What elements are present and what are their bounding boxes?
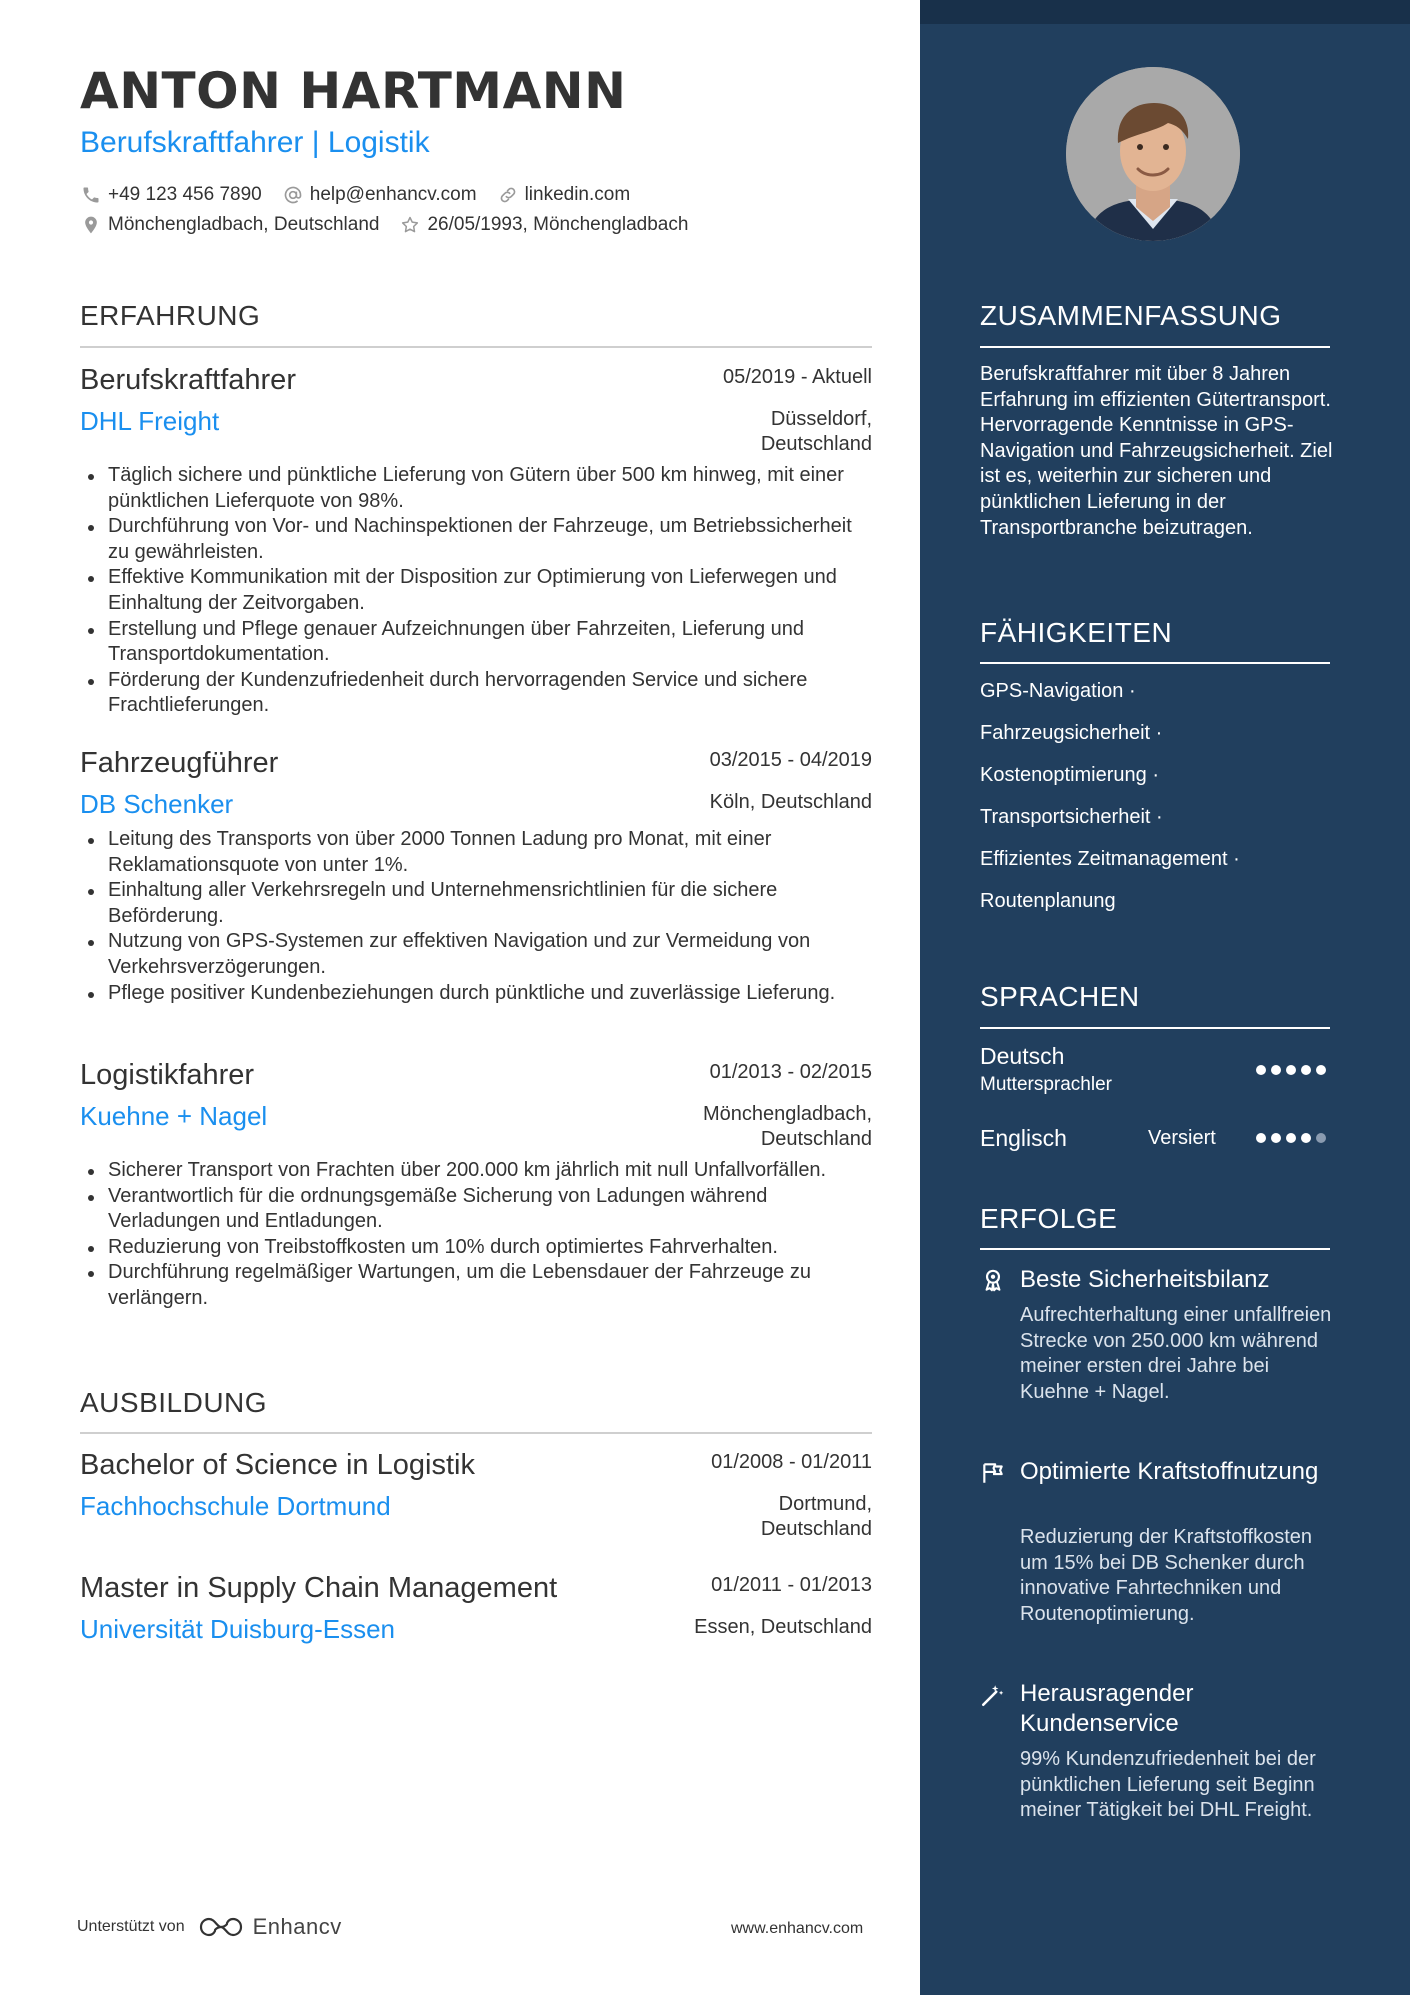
job-location-line: Deutschland xyxy=(760,1128,872,1150)
language-level: Versiert xyxy=(1148,1127,1216,1149)
skill-item: Fahrzeugsicherheit · xyxy=(980,722,1163,744)
skill-item: Transportsicherheit · xyxy=(980,806,1163,828)
job-company: DHL Freight xyxy=(80,406,220,436)
email-address: help@enhancv.com xyxy=(309,184,477,205)
achievement-title: Beste Sicherheitsbilanz xyxy=(1020,1266,1270,1293)
skills-section-title: FÄHIGKEITEN xyxy=(980,617,1173,648)
bullet-item: Reduzierung von Treibstoffkosten um 10% durch optimiertes Fahrverhalten. xyxy=(80,1235,872,1261)
achievement-title: Optimierte Kraftstoffnutzung xyxy=(1020,1458,1319,1485)
award-ribbon-icon xyxy=(980,1267,1006,1293)
section-divider xyxy=(980,662,1330,664)
section-divider xyxy=(980,1248,1330,1250)
achievement-description: 99% Kundenzufriedenheit bei der pünktlichen Lieferung seit Beginn meiner Tätigkeit bei DHL Freight. xyxy=(1020,1748,1316,1822)
job-title: Berufskraftfahrer xyxy=(80,364,296,396)
sidebar-top-band xyxy=(920,0,1410,24)
bullet-item: Sicherer Transport von Frachten über 200.000 km jährlich mit null Unfallvorfällen. xyxy=(80,1158,872,1184)
rating-dot xyxy=(1286,1065,1296,1075)
school-name: Universität Duisburg-Essen xyxy=(80,1614,396,1644)
location-pin-icon xyxy=(80,214,102,236)
enhancv-logo-icon xyxy=(197,1914,245,1940)
job-bullets xyxy=(80,463,872,719)
section-divider xyxy=(980,1027,1330,1029)
bullet-item: Effektive Kommunikation mit der Disposition zur Optimierung von Lieferwegen und Einhaltung der Zeitvorgaben. xyxy=(80,565,872,616)
section-divider xyxy=(80,346,872,348)
education-location-line: Essen, Deutschland xyxy=(694,1616,872,1638)
contact-row xyxy=(80,210,708,240)
sidebar xyxy=(920,0,1410,1995)
education-location xyxy=(761,1492,872,1542)
footer-website[interactable]: www.enhancv.com xyxy=(731,1920,864,1937)
summary-text: Berufskraftfahrer mit über 8 Jahren Erfahrung im effizienten Gütertransport. Hervorragende Kenntnisse in GPS-Navigation und Fahrzeugsicherheit. Ziel ist es, weiterhin zur sicheren und pünktlichen Lieferung in der Transportbranche beizutragen. xyxy=(980,363,1333,539)
education-date: 01/2008 - 01/2011 xyxy=(711,1451,872,1473)
job-title: Fahrzeugführer xyxy=(80,747,279,779)
bullet-item: Täglich sichere und pünktliche Lieferung von Gütern über 500 km hinweg, mit einer pünktlichen Lieferquote von 98%. xyxy=(80,463,872,514)
rating-dot xyxy=(1301,1133,1311,1143)
job-company: Kuehne + Nagel xyxy=(80,1101,268,1131)
achievements-section-title: ERFOLGE xyxy=(980,1203,1118,1234)
rating-dot xyxy=(1256,1065,1266,1075)
education-location xyxy=(694,1615,872,1640)
contact-row xyxy=(80,180,708,210)
job-location-line: Köln, Deutschland xyxy=(709,791,872,813)
magic-wand-icon xyxy=(980,1682,1006,1708)
education-location-line: Dortmund, xyxy=(778,1493,872,1515)
rating-dot xyxy=(1286,1133,1296,1143)
job-date: 05/2019 - Aktuell xyxy=(723,366,872,388)
rating-dot xyxy=(1316,1133,1326,1143)
enhancv-brand: Enhancv xyxy=(252,1914,342,1939)
skill-item: Kostenoptimierung · xyxy=(980,764,1159,786)
job-company: DB Schenker xyxy=(80,789,234,819)
candidate-name: ANTON HARTMANN xyxy=(80,62,627,120)
job-bullets xyxy=(80,827,872,1006)
contact-linkedin[interactable] xyxy=(497,184,631,206)
summary-section-title: ZUSAMMENFASSUNG xyxy=(980,300,1282,331)
achievement-title: Herausragender Kundenservice xyxy=(1020,1680,1194,1737)
rating-dot xyxy=(1301,1065,1311,1075)
bullet-item: Einhaltung aller Verkehrsregeln und Unternehmensrichtlinien für die sichere Beförderung. xyxy=(80,878,872,929)
job-location xyxy=(703,1102,872,1152)
skill-item: Effizientes Zeitmanagement · xyxy=(980,848,1240,870)
bullet-item: Leitung des Transports von über 2000 Tonnen Ladung pro Monat, mit einer Reklamationsquote von unter 1%. xyxy=(80,827,872,878)
education-section-title: AUSBILDUNG xyxy=(80,1387,268,1418)
job-location xyxy=(761,407,872,457)
section-divider xyxy=(80,1432,872,1434)
phone-icon xyxy=(80,184,102,206)
job-location-line: Mönchengladbach, xyxy=(702,1103,872,1125)
school-name: Fachhochschule Dortmund xyxy=(80,1491,391,1521)
contact-email[interactable] xyxy=(282,184,477,206)
contact-location xyxy=(80,214,379,236)
job-location-line: Düsseldorf, xyxy=(770,408,872,430)
achievement-description: Aufrechterhaltung einer unfallfreien Strecke von 250.000 km während meiner ersten drei Jahre bei Kuehne + Nagel. xyxy=(1020,1304,1332,1403)
education-location-line: Deutschland xyxy=(760,1518,872,1540)
avatar xyxy=(1066,67,1240,241)
rating-dot xyxy=(1271,1065,1281,1075)
at-icon xyxy=(282,184,304,206)
location-text: Mönchengladbach, Deutschland xyxy=(108,214,380,235)
education-date: 01/2011 - 01/2013 xyxy=(711,1574,872,1596)
languages-section-title: SPRACHEN xyxy=(980,981,1140,1012)
rating-dot xyxy=(1256,1133,1266,1143)
skill-item: GPS-Navigation · xyxy=(980,680,1136,702)
experience-section-title: ERFAHRUNG xyxy=(80,300,261,331)
bullet-item: Pflege positiver Kundenbeziehungen durch pünktliche und zuverlässige Lieferung. xyxy=(80,981,872,1007)
job-location-line: Deutschland xyxy=(760,433,872,455)
footer-powered-by xyxy=(77,1914,342,1940)
section-divider xyxy=(980,346,1330,348)
contact-birth xyxy=(399,214,688,236)
degree-title: Bachelor of Science in Logistik xyxy=(80,1449,475,1481)
contact-phone[interactable] xyxy=(80,184,262,206)
skill-item: Routenplanung xyxy=(980,890,1116,912)
bullet-item: Erstellung und Pflege genauer Aufzeichnungen über Fahrzeiten, Lieferung und Transportdokumentation. xyxy=(80,617,872,668)
language-name: Englisch xyxy=(980,1125,1067,1151)
powered-by-label: Unterstützt von xyxy=(77,1918,185,1935)
linkedin-url: linkedin.com xyxy=(524,184,631,205)
language-level: Muttersprachler xyxy=(980,1074,1112,1095)
language-rating xyxy=(1256,1133,1331,1143)
rating-dot xyxy=(1316,1065,1326,1075)
star-icon xyxy=(399,214,421,236)
degree-title: Master in Supply Chain Management xyxy=(80,1572,558,1604)
job-location xyxy=(710,790,872,815)
job-date: 03/2015 - 04/2019 xyxy=(709,749,872,771)
phone-number: +49 123 456 7890 xyxy=(108,184,262,205)
language-name: Deutsch xyxy=(980,1043,1065,1069)
candidate-headline: Berufskraftfahrer | Logistik xyxy=(80,126,430,159)
job-date: 01/2013 - 02/2015 xyxy=(709,1061,872,1083)
birth-text: 26/05/1993, Mönchengladbach xyxy=(427,214,689,235)
bullet-item: Durchführung regelmäßiger Wartungen, um die Lebensdauer der Fahrzeuge zu verlängern. xyxy=(80,1260,872,1311)
bullet-item: Förderung der Kundenzufriedenheit durch hervorragenden Service und sichere Frachtlieferungen. xyxy=(80,668,872,719)
bullet-item: Nutzung von GPS-Systemen zur effektiven Navigation und zur Vermeidung von Verkehrsverzögerungen. xyxy=(80,929,872,980)
job-bullets xyxy=(80,1158,872,1312)
job-title: Logistikfahrer xyxy=(80,1059,255,1091)
bullet-item: Verantwortlich für die ordnungsgemäße Sicherung von Ladungen während Verladungen und Entladungen. xyxy=(80,1184,872,1235)
profile-photo xyxy=(1066,67,1240,241)
contact-info xyxy=(80,180,708,240)
link-icon xyxy=(497,184,519,206)
language-rating xyxy=(1256,1065,1331,1075)
bullet-item: Durchführung von Vor- und Nachinspektionen der Fahrzeuge, um Betriebssicherheit zu gewährleisten. xyxy=(80,514,872,565)
enhancv-logo[interactable] xyxy=(197,1914,342,1940)
achievement-description: Reduzierung der Kraftstoffkosten um 15% bei DB Schenker durch innovative Fahrtechniken und Routenoptimierung. xyxy=(1020,1526,1313,1625)
rating-dot xyxy=(1271,1133,1281,1143)
flag-icon xyxy=(980,1460,1006,1486)
